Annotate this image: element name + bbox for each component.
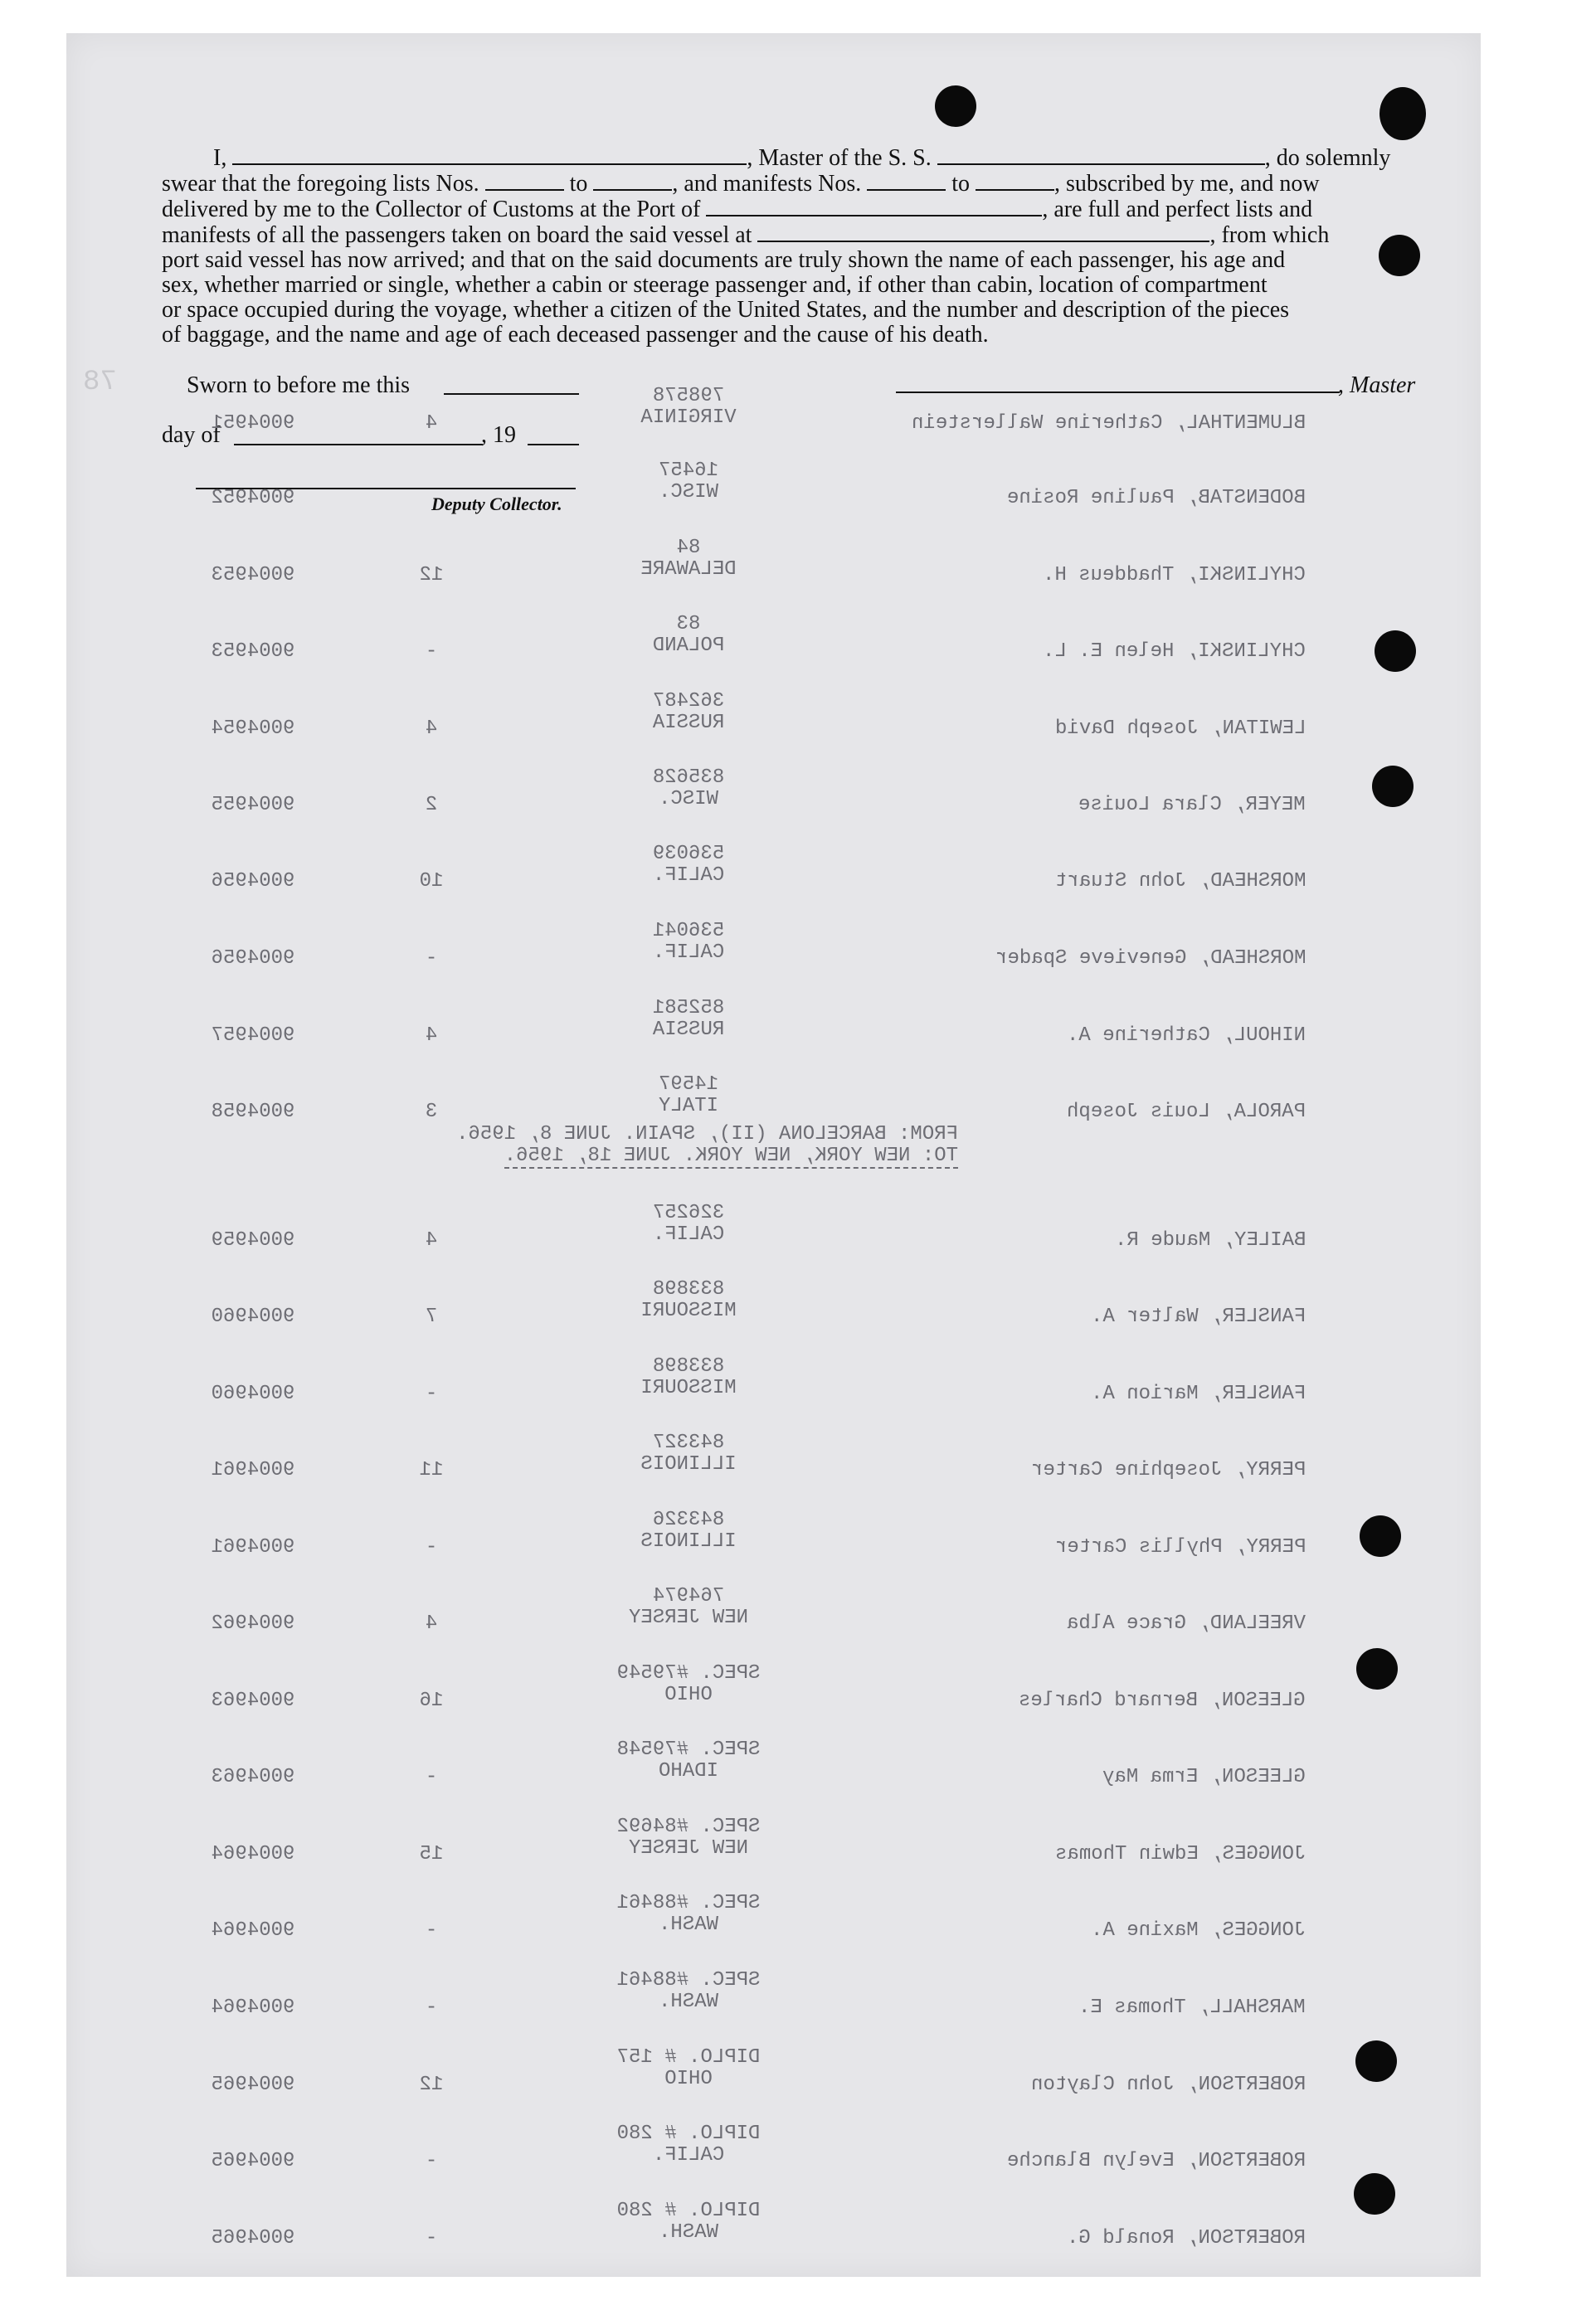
lists-to-field[interactable]	[593, 171, 672, 191]
piece-count: 12	[419, 2074, 444, 2096]
passenger-name: CHYLINSKI, Helen E. L.	[1043, 640, 1306, 663]
origin-place: WASH.	[659, 2221, 719, 2244]
record-code: 9004963	[211, 1766, 295, 1788]
passport-number: 798578	[652, 385, 725, 407]
passenger-origin	[597, 2201, 780, 2244]
record-code: 9004965	[211, 2227, 295, 2249]
record-code: 9004951	[211, 412, 295, 435]
oath-line: port said vessel has now arrived; and that on the said documents are truly shown the name of each passenger, his age and	[162, 247, 1286, 273]
passenger-name: MARSHALL, Thomas E.	[1078, 1996, 1306, 2019]
passenger-row	[0, 691, 1596, 757]
passenger-name: PAROLA, Louis Joseph	[1066, 1101, 1306, 1123]
record-code: 9004954	[211, 717, 295, 740]
passenger-origin	[597, 1970, 780, 2013]
passenger-row	[0, 1510, 1596, 1576]
piece-count: 12	[419, 564, 444, 586]
record-code: 9004959	[211, 1229, 295, 1252]
oath-line: sex, whether married or single, whether a cabin or steerage passenger and, if other than cabin, location of compartment	[162, 272, 1268, 298]
manifests-to-field[interactable]	[976, 171, 1054, 191]
passenger-name: JONGGES, Maxine A.	[1090, 1919, 1306, 1942]
passenger-name: BLUMENTHAL, Catherine Wallerstein	[911, 412, 1306, 435]
origin-place: IDAHO	[659, 1760, 719, 1782]
voyage-from: FROM: BARCELONA (II), SPAIN. JUNE 8, 1956.	[456, 1123, 958, 1145]
passenger-row	[0, 2201, 1596, 2267]
origin-place: OHIO	[664, 2068, 713, 2090]
passenger-name: MORSHEAD, John Stuart	[1054, 870, 1306, 892]
port-field[interactable]	[706, 197, 1042, 216]
passport-number: 843326	[652, 1509, 725, 1531]
passenger-origin	[597, 2123, 780, 2167]
record-code: 9004961	[211, 1459, 295, 1481]
passenger-row	[0, 1432, 1596, 1499]
passport-number: 536039	[652, 843, 725, 865]
origin-place: WISC.	[659, 481, 719, 503]
passport-number: 83	[676, 613, 701, 635]
punch-hole	[935, 85, 976, 127]
piece-count: 11	[419, 1459, 444, 1481]
manifests-from-field[interactable]	[867, 171, 946, 191]
passenger-origin	[597, 1816, 780, 1860]
piece-count: 15	[419, 1843, 444, 1865]
record-code: 9004964	[211, 1843, 295, 1865]
passenger-name: PERRY, Josephine Carter	[1030, 1459, 1306, 1481]
passenger-row	[0, 844, 1596, 910]
margin-mark: 78	[83, 367, 117, 398]
piece-count: 3	[425, 1101, 438, 1123]
passenger-row	[0, 1816, 1596, 1883]
passenger-name: PERRY, Phyllis Carter	[1054, 1536, 1306, 1559]
origin-place: ILLINOIS	[640, 1530, 737, 1553]
origin-place: CALIF.	[652, 864, 725, 887]
passenger-name: LEWITAN, Joseph David	[1054, 717, 1306, 740]
passenger-name: FANSLER, Marion A.	[1090, 1383, 1306, 1405]
ship-name-field[interactable]	[937, 145, 1265, 165]
deputy-collector-label: Deputy Collector.	[431, 494, 562, 514]
passport-number: 843327	[652, 1432, 725, 1454]
record-code: 9004958	[211, 1101, 295, 1123]
passenger-origin	[597, 537, 780, 581]
passenger-origin	[597, 1356, 780, 1399]
record-code: 9004955	[211, 794, 295, 816]
record-code: 9004953	[211, 640, 295, 663]
record-code: 9004961	[211, 1536, 295, 1559]
master-name-field[interactable]	[232, 145, 747, 165]
passenger-row	[0, 386, 1596, 452]
passenger-row	[0, 921, 1596, 987]
passenger-origin	[597, 460, 780, 503]
passenger-name: ROBERTSON, John Clayton	[1030, 2074, 1306, 2096]
record-code: 9004960	[211, 1383, 295, 1405]
passport-number: 833898	[652, 1355, 725, 1378]
passport-number: 16457	[659, 460, 719, 482]
origin-place: POLAND	[652, 635, 725, 657]
passenger-name: MEYER, Clara Louise	[1078, 794, 1306, 816]
piece-count: -	[425, 1766, 438, 1788]
origin-place: WASH.	[659, 1914, 719, 1936]
piece-count: 4	[425, 1612, 438, 1635]
origin-place: RUSSIA	[652, 712, 725, 734]
passenger-name: GLEESON, Erma May	[1102, 1766, 1306, 1788]
piece-count: 7	[425, 1306, 438, 1328]
record-code: 9004963	[211, 1690, 295, 1712]
origin-place: VIRGINIA	[640, 406, 737, 429]
origin-place: CALIF.	[652, 1223, 725, 1246]
passport-number: SPEC. #84692	[616, 1816, 761, 1838]
passenger-row	[0, 460, 1596, 527]
passenger-origin	[597, 1663, 780, 1706]
record-code: 9004957	[211, 1024, 295, 1047]
passenger-name: BODENSTAB, Pauline Rosine	[1006, 487, 1306, 509]
piece-count: -	[425, 2150, 438, 2172]
passport-number: DIPLO. # 280	[616, 2123, 761, 2145]
record-code: 9004962	[211, 1612, 295, 1635]
passport-number: 362487	[652, 690, 725, 712]
passenger-origin	[597, 1432, 780, 1476]
passenger-row	[0, 1279, 1596, 1345]
embark-port-field[interactable]	[757, 222, 1209, 242]
passenger-row	[0, 767, 1596, 834]
passport-number: SPEC. #79548	[616, 1739, 761, 1761]
passenger-name: JONGGES, Edwin Thomas	[1054, 1843, 1306, 1865]
origin-place: WISC.	[659, 788, 719, 810]
passport-number: 326257	[652, 1202, 725, 1224]
punch-hole	[1379, 87, 1426, 140]
passenger-name: VREELAND, Grace Alba	[1066, 1612, 1306, 1635]
passport-number: SPEC. #88461	[616, 1969, 761, 1992]
passenger-origin	[597, 1739, 780, 1782]
master-label: , Master	[1338, 372, 1416, 398]
piece-count: -	[425, 2227, 438, 2249]
piece-count: 16	[419, 1690, 444, 1712]
origin-place: CALIF.	[652, 2144, 725, 2167]
origin-place: MISSOURI	[640, 1300, 737, 1322]
passenger-row	[0, 2047, 1596, 2113]
piece-count: -	[425, 1383, 438, 1405]
passport-number: SPEC. #88461	[616, 1892, 761, 1914]
origin-place: CALIF.	[652, 941, 725, 964]
passenger-row	[0, 1356, 1596, 1423]
piece-count: 4	[425, 412, 438, 435]
passenger-origin	[597, 614, 780, 657]
lists-from-field[interactable]	[485, 171, 564, 191]
passenger-row	[0, 614, 1596, 680]
piece-count: 10	[419, 870, 444, 892]
origin-place: RUSSIA	[652, 1019, 725, 1041]
passenger-origin	[597, 1893, 780, 1936]
record-code: 9004965	[211, 2074, 295, 2096]
passenger-name: CHYLINSKI, Thaddeus H.	[1043, 564, 1306, 586]
piece-count: 4	[425, 717, 438, 740]
passport-number: DIPLO. # 157	[616, 2046, 761, 2069]
origin-place: NEW JERSEY	[628, 1837, 749, 1860]
year-label: , 19	[481, 422, 516, 448]
passenger-name: BAILEY, Maude R.	[1114, 1229, 1306, 1252]
passenger-origin	[597, 1203, 780, 1246]
record-code: 9004964	[211, 1919, 295, 1942]
oath-paragraph: I, , Master of the S. S. , do solemnly swear that the foregoing lists Nos. to , and manifests Nos. to , subscribed by me, and now delivered by me to the Collector of Customs at the Port of , are full and perfect lists and manifests of all the passengers taken on board the said vessel at , from which port said vessel has now arrived; and that on the said documents are truly shown the name of each passenger, his age and sex, whether married or single, whether a cabin or steerage passenger and, if other than cabin, location of compartment or space occupied during the voyage, whether a citizen of the United States, and the number and description of the pieces of baggage, and the name and age of each deceased passenger and the cause of his death.	[162, 145, 1431, 348]
passenger-origin	[597, 1074, 780, 1117]
passport-number: 764974	[652, 1585, 725, 1607]
passport-number: DIPLO. # 280	[616, 2200, 761, 2222]
passenger-name: NIHOUL, Catherine A.	[1066, 1024, 1306, 1047]
origin-place: ITALY	[659, 1095, 719, 1117]
piece-count: -	[425, 947, 438, 970]
origin-place: ILLINOIS	[640, 1453, 737, 1476]
day-of-label: day of	[162, 422, 221, 448]
passenger-origin	[597, 691, 780, 734]
origin-place: NEW JERSEY	[628, 1607, 749, 1629]
passport-number: 14597	[659, 1073, 719, 1096]
passenger-row	[0, 1970, 1596, 2036]
passenger-row	[0, 1739, 1596, 1806]
passenger-name: GLEESON, Bernard Charles	[1019, 1690, 1306, 1712]
origin-place: WASH.	[659, 1991, 719, 2013]
passenger-origin	[597, 2047, 780, 2090]
origin-place: MISSOURI	[640, 1377, 737, 1399]
oath-line: or space occupied during the voyage, whether a citizen of the United States, and the number and description of the pieces	[162, 297, 1290, 323]
sworn-label: Sworn to before me this	[187, 372, 411, 398]
origin-place: OHIO	[664, 1684, 713, 1706]
record-code: 9004965	[211, 2150, 295, 2172]
piece-count: 4	[425, 1024, 438, 1047]
piece-count: 2	[425, 794, 438, 816]
passenger-row	[0, 1893, 1596, 1959]
voyage-info	[328, 1124, 958, 1169]
passport-number: 833898	[652, 1278, 725, 1301]
record-code: 9004953	[211, 564, 295, 586]
origin-place: DELAWARE	[640, 558, 737, 581]
passenger-row	[0, 1663, 1596, 1729]
passenger-origin	[597, 1510, 780, 1553]
passenger-row	[0, 2123, 1596, 2190]
piece-count: -	[425, 1996, 438, 2019]
passport-number: 852581	[652, 997, 725, 1019]
piece-count: -	[425, 640, 438, 663]
record-code: 9004956	[211, 870, 295, 892]
record-code: 9004960	[211, 1306, 295, 1328]
record-code: 9004956	[211, 947, 295, 970]
piece-count: -	[425, 1536, 438, 1559]
passport-number: 835628	[652, 766, 725, 789]
passport-number: 84	[676, 537, 701, 559]
piece-count: 4	[425, 1229, 438, 1252]
passenger-origin	[597, 767, 780, 810]
oath-line: of baggage, and the name and age of each deceased passenger and the cause of his death.	[162, 322, 989, 348]
record-code: 9004964	[211, 1996, 295, 2019]
passenger-origin	[597, 921, 780, 964]
passenger-origin	[597, 998, 780, 1041]
passenger-row	[0, 1586, 1596, 1652]
passport-number: SPEC. #79549	[616, 1662, 761, 1685]
voyage-to: TO: NEW YORK, NEW YORK. JUNE 18, 1956.	[504, 1145, 958, 1167]
record-code: 9004952	[211, 487, 295, 509]
passenger-row	[0, 537, 1596, 604]
passenger-name: ROBERTSON, Evelyn Blanche	[1006, 2150, 1306, 2172]
passenger-origin	[597, 844, 780, 887]
passenger-origin	[597, 386, 780, 429]
passenger-row	[0, 1203, 1596, 1269]
passenger-origin	[597, 1279, 780, 1322]
passenger-name: MORSHEAD, Genevieve Spader	[995, 947, 1306, 970]
passport-number: 536041	[652, 920, 725, 942]
passenger-name: ROBERTSON, Ronald G.	[1066, 2227, 1306, 2249]
piece-count: -	[425, 1919, 438, 1942]
passenger-name: FANSLER, Walter A.	[1090, 1306, 1306, 1328]
passenger-origin	[597, 1586, 780, 1629]
passenger-row	[0, 998, 1596, 1064]
